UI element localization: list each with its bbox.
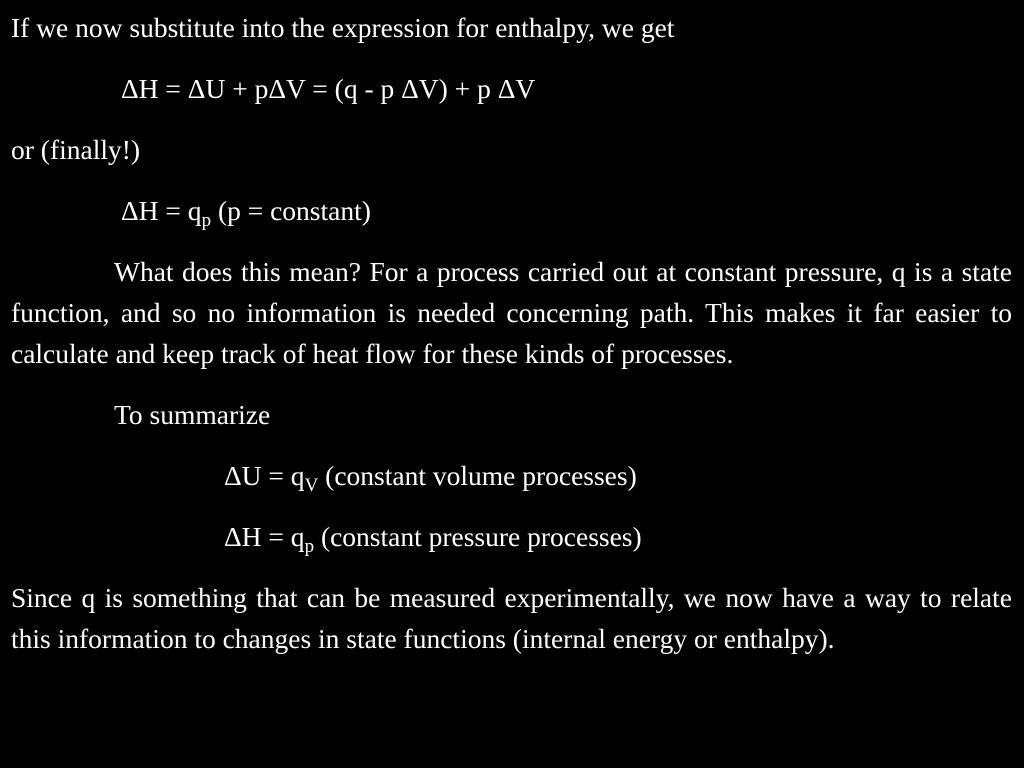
- finally-text: or (finally!): [11, 134, 141, 165]
- summary-volume-subscript: V: [304, 475, 319, 496]
- substitution-equation-text: ΔH = ΔU + pΔV = (q - p ΔV) + p ΔV: [121, 73, 536, 104]
- final-equation-left: ΔH = q: [121, 195, 202, 226]
- intro-text: If we now substitute into the expression for enthalpy, we get: [11, 12, 675, 43]
- summary-volume-right: (constant volume processes): [318, 460, 637, 491]
- substitution-equation: [11, 68, 1012, 109]
- summarize-heading: To summarize: [114, 399, 271, 430]
- summary-pressure-equation: [11, 516, 1012, 557]
- final-equation-right: (p = constant): [211, 195, 371, 226]
- closing-paragraph: Since q is something that can be measured experimentally, we now have a way to relate this information to changes in state functions (internal energy or enthalpy).: [11, 582, 1012, 654]
- summary-pressure-right: (constant pressure processes): [314, 521, 642, 552]
- final-equation-subscript: p: [201, 210, 212, 231]
- summary-volume-left: ΔU = q: [224, 460, 305, 491]
- summary-pressure-subscript: p: [304, 536, 315, 557]
- final-equation: [11, 190, 1012, 231]
- summary-pressure-left: ΔH = q: [224, 521, 305, 552]
- meaning-paragraph: What does this mean? For a process carried out at constant pressure, q is a state function, and so no information is needed concerning path. This makes it far easier to calculate and keep track of heat flow for these kinds of processes.: [11, 256, 1012, 369]
- summary-volume-equation: [11, 455, 1012, 496]
